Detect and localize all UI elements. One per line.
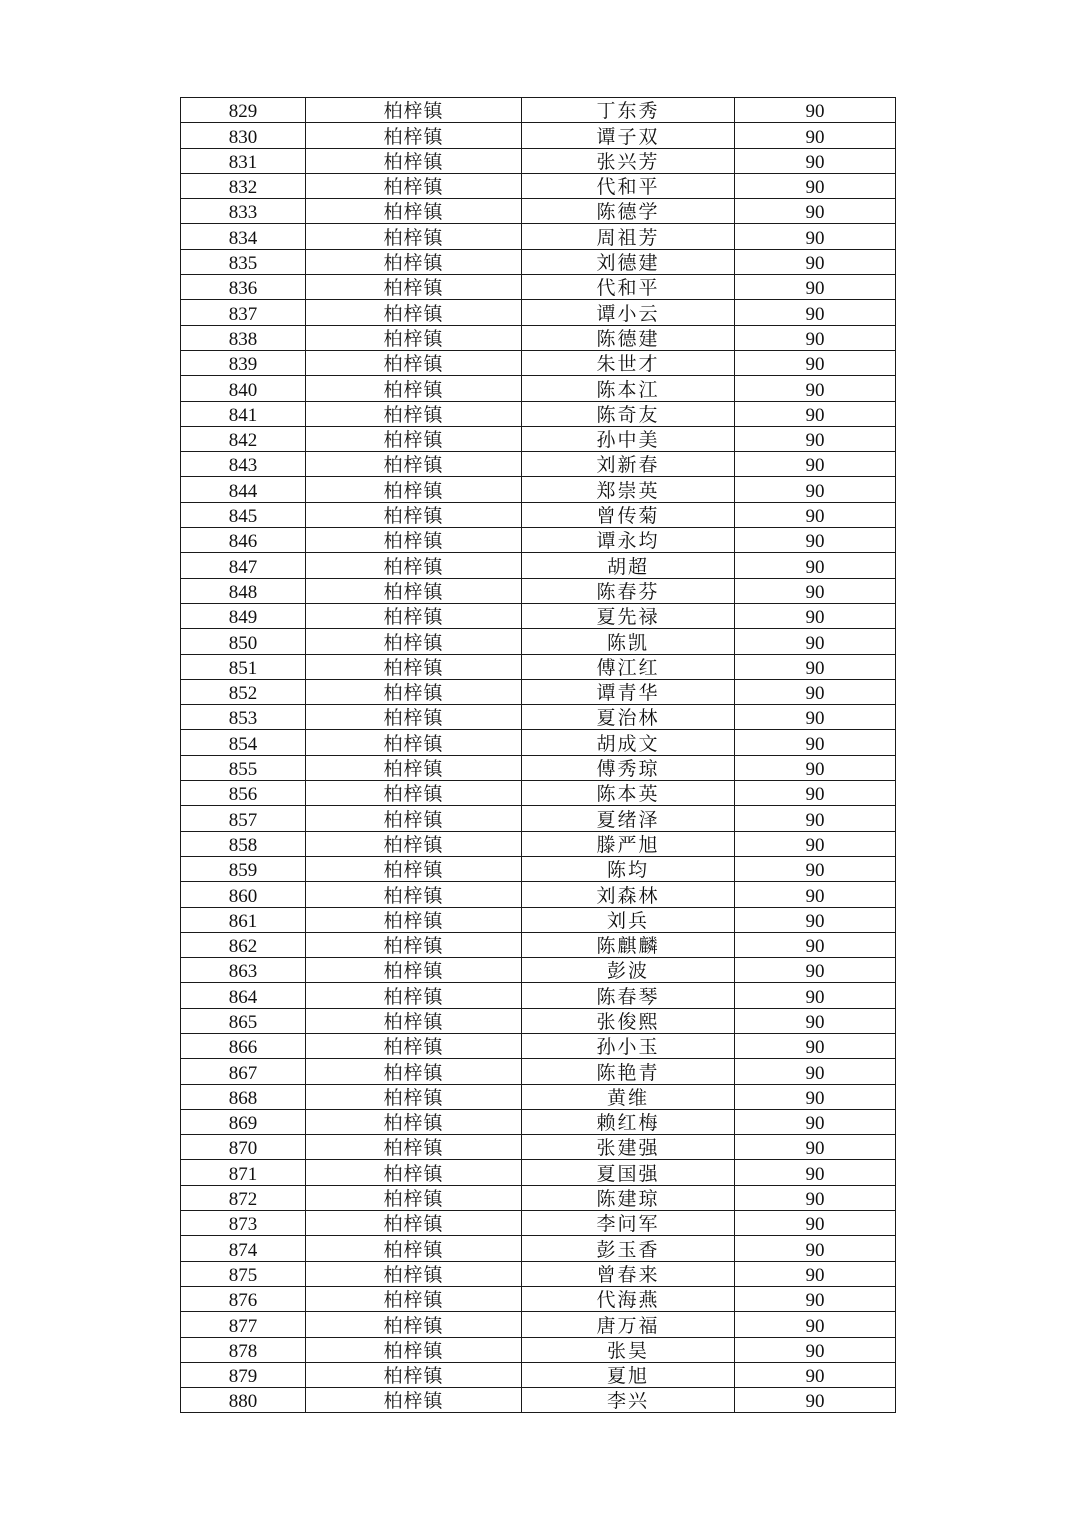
town-cell: 柏梓镇	[306, 401, 522, 426]
person-name-cell: 朱世才	[522, 350, 735, 375]
table-row	[181, 502, 896, 527]
table-row	[181, 1261, 896, 1286]
table-row	[181, 275, 896, 300]
score-cell: 90	[735, 477, 896, 502]
table-row	[181, 1185, 896, 1210]
score-cell: 90	[735, 603, 896, 628]
table-row	[181, 199, 896, 224]
serial-number-cell: 838	[181, 325, 306, 350]
person-name-cell: 陈麒麟	[522, 932, 735, 957]
town-cell: 柏梓镇	[306, 1185, 522, 1210]
table-row	[181, 1286, 896, 1311]
table-row	[181, 452, 896, 477]
score-cell: 90	[735, 1211, 896, 1236]
person-name-cell: 丁东秀	[522, 98, 735, 123]
table-row	[181, 401, 896, 426]
serial-number-cell: 851	[181, 654, 306, 679]
town-cell: 柏梓镇	[306, 1312, 522, 1337]
serial-number-cell: 871	[181, 1160, 306, 1185]
score-cell: 90	[735, 1059, 896, 1084]
table-row	[181, 553, 896, 578]
score-cell: 90	[735, 730, 896, 755]
table-row	[181, 1109, 896, 1134]
town-cell: 柏梓镇	[306, 350, 522, 375]
town-cell: 柏梓镇	[306, 1059, 522, 1084]
person-name-cell: 夏绪泽	[522, 806, 735, 831]
town-cell: 柏梓镇	[306, 452, 522, 477]
serial-number-cell: 863	[181, 958, 306, 983]
person-name-cell: 代和平	[522, 275, 735, 300]
score-cell: 90	[735, 705, 896, 730]
person-name-cell: 周祖芳	[522, 224, 735, 249]
table-row	[181, 755, 896, 780]
score-cell: 90	[735, 932, 896, 957]
person-name-cell: 陈春琴	[522, 983, 735, 1008]
person-name-cell: 夏先禄	[522, 603, 735, 628]
score-cell: 90	[735, 123, 896, 148]
serial-number-cell: 839	[181, 350, 306, 375]
score-cell: 90	[735, 1033, 896, 1058]
serial-number-cell: 862	[181, 932, 306, 957]
table-row	[181, 1135, 896, 1160]
town-cell: 柏梓镇	[306, 730, 522, 755]
serial-number-cell: 852	[181, 679, 306, 704]
table-row	[181, 932, 896, 957]
table-row	[181, 806, 896, 831]
town-cell: 柏梓镇	[306, 224, 522, 249]
town-cell: 柏梓镇	[306, 1337, 522, 1362]
serial-number-cell: 860	[181, 882, 306, 907]
serial-number-cell: 877	[181, 1312, 306, 1337]
person-name-cell: 赖红梅	[522, 1109, 735, 1134]
person-name-cell: 夏国强	[522, 1160, 735, 1185]
serial-number-cell: 869	[181, 1109, 306, 1134]
person-name-cell: 孙小玉	[522, 1033, 735, 1058]
serial-number-cell: 850	[181, 629, 306, 654]
score-cell: 90	[735, 249, 896, 274]
town-cell: 柏梓镇	[306, 578, 522, 603]
town-cell: 柏梓镇	[306, 98, 522, 123]
town-cell: 柏梓镇	[306, 856, 522, 881]
table-row	[181, 781, 896, 806]
person-name-cell: 陈均	[522, 856, 735, 881]
person-name-cell: 孙中美	[522, 426, 735, 451]
table-row	[181, 123, 896, 148]
serial-number-cell: 837	[181, 300, 306, 325]
town-cell: 柏梓镇	[306, 1135, 522, 1160]
table-row	[181, 654, 896, 679]
table-row	[181, 831, 896, 856]
score-cell: 90	[735, 173, 896, 198]
score-cell: 90	[735, 1261, 896, 1286]
town-cell: 柏梓镇	[306, 1261, 522, 1286]
person-name-cell: 滕严旭	[522, 831, 735, 856]
score-cell: 90	[735, 1008, 896, 1033]
serial-number-cell: 831	[181, 148, 306, 173]
score-cell: 90	[735, 98, 896, 123]
serial-number-cell: 830	[181, 123, 306, 148]
score-cell: 90	[735, 1388, 896, 1413]
score-cell: 90	[735, 578, 896, 603]
table-row	[181, 907, 896, 932]
serial-number-cell: 859	[181, 856, 306, 881]
table-row	[181, 325, 896, 350]
serial-number-cell: 870	[181, 1135, 306, 1160]
serial-number-cell: 855	[181, 755, 306, 780]
person-name-cell: 郑崇英	[522, 477, 735, 502]
table-row	[181, 705, 896, 730]
person-name-cell: 唐万福	[522, 1312, 735, 1337]
serial-number-cell: 868	[181, 1084, 306, 1109]
person-name-cell: 曾春来	[522, 1261, 735, 1286]
score-cell: 90	[735, 1362, 896, 1387]
score-cell: 90	[735, 376, 896, 401]
town-cell: 柏梓镇	[306, 831, 522, 856]
person-name-cell: 傅江红	[522, 654, 735, 679]
score-cell: 90	[735, 1135, 896, 1160]
table-row	[181, 426, 896, 451]
table-row	[181, 958, 896, 983]
score-cell: 90	[735, 148, 896, 173]
table-row	[181, 1084, 896, 1109]
serial-number-cell: 864	[181, 983, 306, 1008]
town-cell: 柏梓镇	[306, 199, 522, 224]
table-row	[181, 1388, 896, 1413]
town-cell: 柏梓镇	[306, 502, 522, 527]
score-cell: 90	[735, 831, 896, 856]
town-cell: 柏梓镇	[306, 528, 522, 553]
table-row	[181, 224, 896, 249]
town-cell: 柏梓镇	[306, 1286, 522, 1311]
serial-number-cell: 856	[181, 781, 306, 806]
score-cell: 90	[735, 224, 896, 249]
score-cell: 90	[735, 325, 896, 350]
serial-number-cell: 861	[181, 907, 306, 932]
person-name-cell: 李兴	[522, 1388, 735, 1413]
town-cell: 柏梓镇	[306, 1362, 522, 1387]
serial-number-cell: 853	[181, 705, 306, 730]
serial-number-cell: 858	[181, 831, 306, 856]
town-cell: 柏梓镇	[306, 1084, 522, 1109]
person-name-cell: 黄维	[522, 1084, 735, 1109]
score-cell: 90	[735, 426, 896, 451]
person-name-cell: 陈凯	[522, 629, 735, 654]
table-row	[181, 679, 896, 704]
person-name-cell: 陈本英	[522, 781, 735, 806]
serial-number-cell: 829	[181, 98, 306, 123]
person-name-cell: 胡成文	[522, 730, 735, 755]
person-name-cell: 陈艳青	[522, 1059, 735, 1084]
town-cell: 柏梓镇	[306, 123, 522, 148]
person-name-cell: 夏治林	[522, 705, 735, 730]
serial-number-cell: 833	[181, 199, 306, 224]
table-row	[181, 1008, 896, 1033]
person-name-cell: 彭波	[522, 958, 735, 983]
score-cell: 90	[735, 755, 896, 780]
town-cell: 柏梓镇	[306, 679, 522, 704]
serial-number-cell: 865	[181, 1008, 306, 1033]
town-cell: 柏梓镇	[306, 907, 522, 932]
score-cell: 90	[735, 300, 896, 325]
serial-number-cell: 854	[181, 730, 306, 755]
town-cell: 柏梓镇	[306, 148, 522, 173]
town-cell: 柏梓镇	[306, 275, 522, 300]
score-cell: 90	[735, 199, 896, 224]
person-name-cell: 张俊熙	[522, 1008, 735, 1033]
town-cell: 柏梓镇	[306, 882, 522, 907]
serial-number-cell: 879	[181, 1362, 306, 1387]
town-cell: 柏梓镇	[306, 173, 522, 198]
table-row	[181, 98, 896, 123]
score-cell: 90	[735, 958, 896, 983]
score-cell: 90	[735, 553, 896, 578]
town-cell: 柏梓镇	[306, 932, 522, 957]
score-cell: 90	[735, 983, 896, 1008]
table-row	[181, 1236, 896, 1261]
serial-number-cell: 857	[181, 806, 306, 831]
person-name-cell: 刘德建	[522, 249, 735, 274]
score-cell: 90	[735, 654, 896, 679]
serial-number-cell: 843	[181, 452, 306, 477]
table-row	[181, 856, 896, 881]
score-cell: 90	[735, 1084, 896, 1109]
town-cell: 柏梓镇	[306, 806, 522, 831]
serial-number-cell: 845	[181, 502, 306, 527]
serial-number-cell: 874	[181, 1236, 306, 1261]
town-cell: 柏梓镇	[306, 983, 522, 1008]
town-cell: 柏梓镇	[306, 603, 522, 628]
person-name-cell: 陈春芬	[522, 578, 735, 603]
town-cell: 柏梓镇	[306, 477, 522, 502]
person-name-cell: 刘兵	[522, 907, 735, 932]
person-name-cell: 刘新春	[522, 452, 735, 477]
score-cell: 90	[735, 502, 896, 527]
score-cell: 90	[735, 1337, 896, 1362]
table-row	[181, 1211, 896, 1236]
table-row	[181, 629, 896, 654]
score-cell: 90	[735, 350, 896, 375]
serial-number-cell: 849	[181, 603, 306, 628]
roster-table-body	[181, 98, 896, 1413]
town-cell: 柏梓镇	[306, 705, 522, 730]
town-cell: 柏梓镇	[306, 781, 522, 806]
serial-number-cell: 872	[181, 1185, 306, 1210]
table-row	[181, 1059, 896, 1084]
town-cell: 柏梓镇	[306, 1211, 522, 1236]
score-cell: 90	[735, 1185, 896, 1210]
table-row	[181, 603, 896, 628]
serial-number-cell: 875	[181, 1261, 306, 1286]
score-cell: 90	[735, 882, 896, 907]
serial-number-cell: 844	[181, 477, 306, 502]
score-cell: 90	[735, 781, 896, 806]
serial-number-cell: 841	[181, 401, 306, 426]
serial-number-cell: 847	[181, 553, 306, 578]
table-row	[181, 477, 896, 502]
table-row	[181, 882, 896, 907]
serial-number-cell: 836	[181, 275, 306, 300]
person-name-cell: 李问军	[522, 1211, 735, 1236]
score-cell: 90	[735, 1236, 896, 1261]
score-cell: 90	[735, 401, 896, 426]
table-row	[181, 173, 896, 198]
score-cell: 90	[735, 806, 896, 831]
serial-number-cell: 840	[181, 376, 306, 401]
town-cell: 柏梓镇	[306, 1236, 522, 1261]
score-cell: 90	[735, 452, 896, 477]
serial-number-cell: 866	[181, 1033, 306, 1058]
serial-number-cell: 834	[181, 224, 306, 249]
person-name-cell: 谭子双	[522, 123, 735, 148]
person-name-cell: 彭玉香	[522, 1236, 735, 1261]
score-cell: 90	[735, 856, 896, 881]
score-cell: 90	[735, 1160, 896, 1185]
score-cell: 90	[735, 1312, 896, 1337]
person-name-cell: 陈本江	[522, 376, 735, 401]
town-cell: 柏梓镇	[306, 1160, 522, 1185]
person-name-cell: 胡超	[522, 553, 735, 578]
score-cell: 90	[735, 679, 896, 704]
person-name-cell: 陈建琼	[522, 1185, 735, 1210]
score-cell: 90	[735, 528, 896, 553]
town-cell: 柏梓镇	[306, 249, 522, 274]
table-row	[181, 1160, 896, 1185]
person-name-cell: 张昊	[522, 1337, 735, 1362]
serial-number-cell: 867	[181, 1059, 306, 1084]
score-cell: 90	[735, 1109, 896, 1134]
table-row	[181, 148, 896, 173]
person-name-cell: 刘森林	[522, 882, 735, 907]
person-name-cell: 张建强	[522, 1135, 735, 1160]
table-row	[181, 300, 896, 325]
town-cell: 柏梓镇	[306, 553, 522, 578]
document-page	[180, 97, 893, 1413]
serial-number-cell: 880	[181, 1388, 306, 1413]
person-name-cell: 傅秀琼	[522, 755, 735, 780]
town-cell: 柏梓镇	[306, 629, 522, 654]
table-row	[181, 528, 896, 553]
table-row	[181, 1362, 896, 1387]
table-row	[181, 350, 896, 375]
person-name-cell: 陈奇友	[522, 401, 735, 426]
person-name-cell: 谭青华	[522, 679, 735, 704]
table-row	[181, 1033, 896, 1058]
serial-number-cell: 878	[181, 1337, 306, 1362]
serial-number-cell: 873	[181, 1211, 306, 1236]
serial-number-cell: 832	[181, 173, 306, 198]
serial-number-cell: 876	[181, 1286, 306, 1311]
table-row	[181, 376, 896, 401]
town-cell: 柏梓镇	[306, 300, 522, 325]
table-row	[181, 249, 896, 274]
serial-number-cell: 846	[181, 528, 306, 553]
table-row	[181, 1337, 896, 1362]
score-cell: 90	[735, 907, 896, 932]
person-name-cell: 张兴芳	[522, 148, 735, 173]
town-cell: 柏梓镇	[306, 1008, 522, 1033]
person-name-cell: 代海燕	[522, 1286, 735, 1311]
town-cell: 柏梓镇	[306, 1388, 522, 1413]
town-cell: 柏梓镇	[306, 755, 522, 780]
serial-number-cell: 842	[181, 426, 306, 451]
serial-number-cell: 835	[181, 249, 306, 274]
town-cell: 柏梓镇	[306, 426, 522, 451]
score-cell: 90	[735, 275, 896, 300]
roster-table	[180, 97, 896, 1413]
person-name-cell: 夏旭	[522, 1362, 735, 1387]
table-row	[181, 1312, 896, 1337]
person-name-cell: 陈德建	[522, 325, 735, 350]
person-name-cell: 谭小云	[522, 300, 735, 325]
person-name-cell: 谭永均	[522, 528, 735, 553]
serial-number-cell: 848	[181, 578, 306, 603]
town-cell: 柏梓镇	[306, 654, 522, 679]
town-cell: 柏梓镇	[306, 1033, 522, 1058]
person-name-cell: 曾传菊	[522, 502, 735, 527]
town-cell: 柏梓镇	[306, 1109, 522, 1134]
person-name-cell: 代和平	[522, 173, 735, 198]
town-cell: 柏梓镇	[306, 325, 522, 350]
table-row	[181, 730, 896, 755]
table-row	[181, 578, 896, 603]
score-cell: 90	[735, 1286, 896, 1311]
town-cell: 柏梓镇	[306, 376, 522, 401]
score-cell: 90	[735, 629, 896, 654]
table-row	[181, 983, 896, 1008]
town-cell: 柏梓镇	[306, 958, 522, 983]
person-name-cell: 陈德学	[522, 199, 735, 224]
